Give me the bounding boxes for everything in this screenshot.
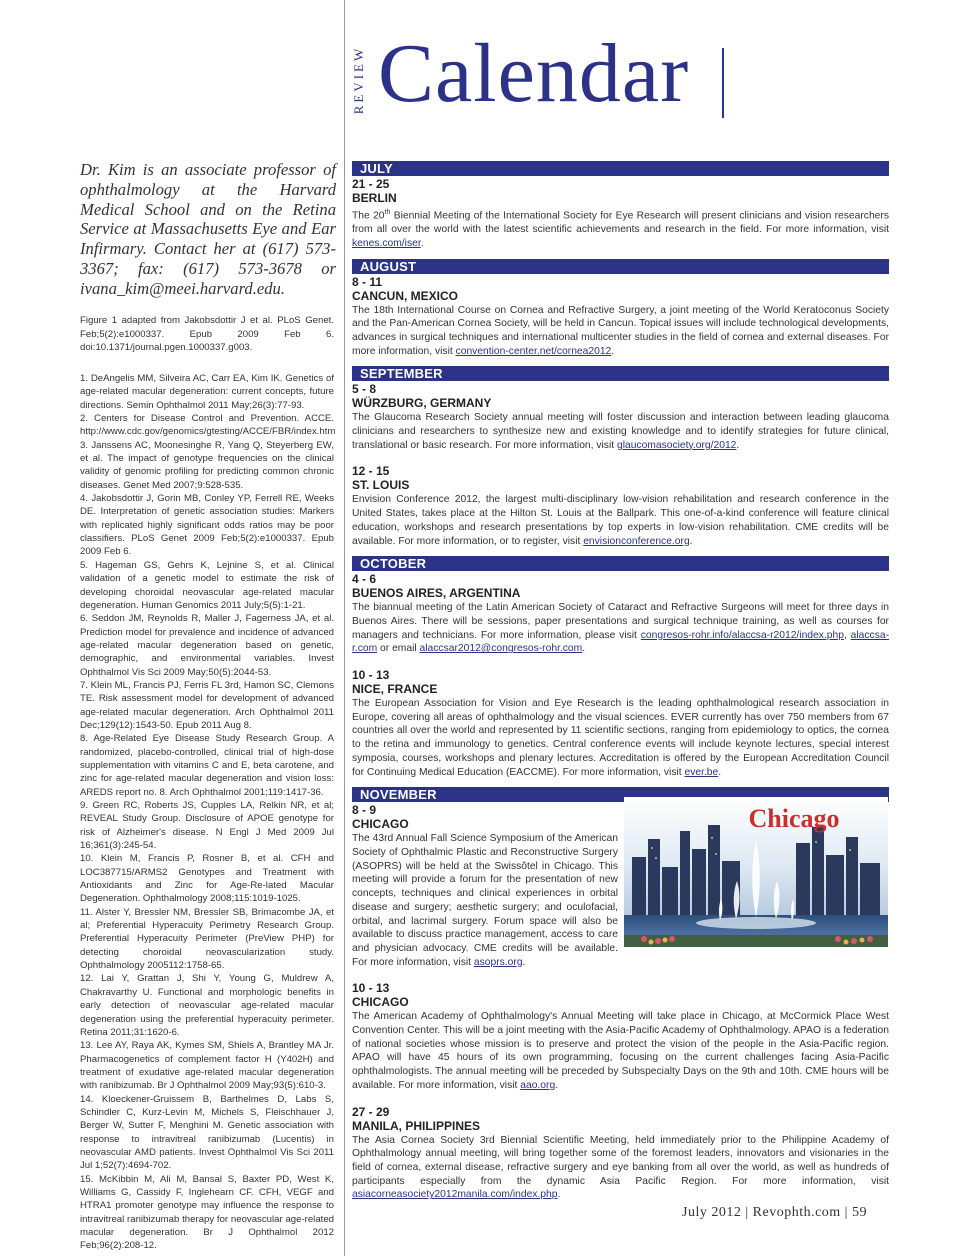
month-header-october: OCTOBER [352,556,889,571]
reference-item: 3. Janssens AC, Moonesinghe R, Yang Q, Steyerberg EW, et al. The impact of genotype frequencies on the clinical validity of genomic profiling for predicting common chronic diseases. Genet Med 2007;9:528-535. [80,439,334,491]
event-description: The biannual meeting of the Latin American Society of Cataract and Refractive Surgeons will meet for three days in Buenos Aires. There will be sessions, paper presentations and surgical technique training, as well as courses for managers and technicians. For more information, please visit congresos-rohr.info/alaccsa-r2012/index.php, alaccsa-r.com or email alaccsar2012@congresos-rohr.com. [352,602,889,655]
month-header-july: JULY [352,161,889,176]
event-location: CHICAGO [352,995,409,1010]
event-location: ST. LOUIS [352,478,410,493]
event-description: The Asia Cornea Society 3rd Biennial Scientific Meeting, held immediately prior to the Philippine Academy of Ophthalmology annual meeting, will bring together some of the foremost leaders, innovators and visionaries in the field of cornea, external disease, refractive surgery and eye banking from all over the world, as well as hundreds of participants especially from the dynamic Asia Pacific Region. For more information, visit asiacorneasociety2012manila.com/index.php. [352,1134,889,1201]
figure-credit: Figure 1 adapted from Jakobsdottir J et al. PLoS Genet. Feb;5(2):e1000337. Epub 2009 Feb 6. doi:10.1371/journal.pgen.1000337.g003. [80,315,334,353]
event-location: MANILA, PHILIPPINES [352,1118,481,1133]
author-bio: Dr. Kim is an associate professor of ophthalmology at the Harvard Medical School and on the Retina Service at Massachusetts Eye and Ear Infirmary. Contact her at (617) 573-3367; fax: (617) 573-3678 or ivana_kim@meei.harvard.edu. [80,160,336,298]
reference-item: 4. Jakobsdottir J, Gorin MB, Conley YP, Ferrell RE, Weeks DE. Interpretation of genetic association studies: Markers with replicated highly significant odds ratios may be poor classifiers. PLoS Genet 2009 Feb;5(2):e1000337. Epub 2009 Feb 6. [80,493,334,558]
event-description: The European Association for Vision and Eye Research is the leading ophthalmological research association in Europe, covering all areas of ophthalmology and the visual sciences. EVER currently has over 750 members from 67 countries all over the world and represented by 11 scientific sections, ranging from epidemiology to optics, the cornea to the retina and immunology to genetics. Central conference events will include keynote lectures, special interest symposia, courses, workshops and plenary lectures. Accreditation is offered by the European Accreditation Council for Continuing Medical Education (EACCME). For more information, visit ever.be. [352,698,889,778]
event-location: NICE, FRANCE [352,682,438,697]
event-location: WÜRZBURG, GERMANY [352,396,492,411]
event-link[interactable]: kenes.com/iser [352,237,421,249]
event-berlin [352,177,889,251]
event-location: CHICAGO [352,817,409,832]
reference-item: 13. Lee AY, Raya AK, Kymes SM, Shiels A, Brantley MA Jr. Pharmacogenetics of complement factor H (Y402H) and treatment of exudative age-related macular degeneration with ranibizumab. Br J Ophthalmol 2009 May;93(5):610-3. [80,1040,334,1092]
event-description: The American Academy of Ophthalmology's Annual Meeting will take place in Chicago, at McCormick Place West Convention Center. This will be a joint meeting with the Asia-Pacific Academy of Ophthalmology. APAO is a federation of national societies whose mission is to preserve and protect the vision of the people in the Asia-Pacific region. APAO will have 45 hours of its own programming, focusing on the current challenges facing Asia-Pacific ophthalmologists. The annual meeting will be preceded by Subspecialty Days on the 9th and 10th. CME hours will be available. For more information, visit aao.org. [352,1011,889,1091]
month-header-november: NOVEMBER [352,787,889,802]
event-description: The 20th Biennial Meeting of the International Society for Eye Research will present clinicians and vision researchers from all over the world with the latest scientific achievements and research in the field. For more information, visit kenes.com/iser. [352,209,889,249]
reference-item: 12. Lai Y, Grattan J, Shi Y, Young G, Muldrew A, Chakravarthy U. Functional and morphologic benefits in early detection of neovascular age-related macular degeneration using the preferential hyperacuity perimeter. Retina 2011;31:1620-6. [80,973,334,1038]
event-description: The 18th International Course on Cornea and Refractive Surgery, a joint meeting of the World Keratoconus Society and the Pan-American Cornea Society, will be held in Cancun. Topical issues will include technological developments, advances in surgical techniques and international multicenter studies in the field of cornea and external diseases. For more information, visit convention-center.net/cornea2012. [352,304,889,357]
event-date: 21 - 25 [352,177,390,191]
reference-item: 14. Kloeckener-Gruissem B, Barthelmes D, Labs S, Schindler C, Kurz-Levin M, Michels S, Fleischhauer J, Berger W, Sutter F, Menghini M. Genetic association with response to intravitreal ranibizumab (Lucentis) in neovascular AMD patients. Invest Ophthalmol Vis Sci 2011 Jul 1;52(7):4694-702. [80,1093,334,1172]
event-location: BERLIN [352,191,397,205]
event-wurzburg [352,382,889,452]
event-link[interactable]: asiacorneasociety2012manila.com/index.php [352,1189,558,1201]
event-date: 5 - 8 [352,382,377,397]
event-date: 8 - 11 [352,274,383,289]
page-title: Calendar [378,27,690,120]
event-date: 10 - 13 [352,981,390,996]
title-rule [722,48,724,118]
event-description: The Glaucoma Research Society annual meeting will foster discussion and interaction between leading glaucoma clinicians and researchers to synthesize new and existing knowledge and to identify strategies for future clinical, translational or basic research. For more information, visit glaucomasociety.org/2012. [352,412,889,451]
reference-item: 1. DeAngelis MM, Silveira AC, Carr EA, Kim IK. Genetics of age-related macular degeneration: current concepts, future directions. Semin Ophthalmol 2011 May;26(3):77-93. [80,373,334,411]
reference-item: 8. Age-Related Eye Disease Study Research Group. A randomized, placebo-controlled, clinical trial of high-dose supplementation with vitamins C and E, beta carotene, and zinc for age-related macular degeneration and vision loss: AREDS report no. 8. Arch Ophthalmol 2001;119:1417-36. [80,733,334,798]
event-email-link[interactable]: alaccsar2012@congresos-rohr.com [419,643,583,655]
chicago-photo [624,797,888,947]
month-header-september: SEPTEMBER [352,366,889,381]
photo-caption: Chicago [748,804,840,834]
event-chicago-aao [352,981,889,1092]
reference-item: 10. Klein M, Francis P, Rosner B, et al. CFH and LOC387715/ARMS2 Genotypes and Treatment with Antioxidants and Zinc for Age-Re-lated Macular Degeneration. Ophthalmology 2008;115:1019-1025. [80,853,334,905]
event-link[interactable]: alaccsa-r.com [352,629,889,655]
event-link[interactable]: ever.be [684,766,719,778]
reference-item: 7. Klein ML, Francis PJ, Ferris FL 3rd, Hamon SC, Clemons TE. Risk assessment model for development of advanced age-related macular degeneration. Arch Ophthalmol 2011 Dec;129(12):1543-50. Epub 2011 Aug 8. [80,679,334,731]
reference-item: 11. Alster Y, Bressler NM, Bressler SB, Brimacombe JA, et al; Preferential Hyperacuity Perimetry Research Group. Preferential Hyperacuity Perimeter (PreView PHP) for detecting choroidal neovascularization study. Ophthalmology 2005112:1758-65. [80,906,334,972]
event-date: 10 - 13 [352,668,390,683]
event-chicago-asoprs [352,803,889,969]
event-link[interactable]: envisionconference.org [583,535,690,547]
column-divider [344,0,345,1256]
event-location: BUENOS AIRES, ARGENTINA [352,586,521,601]
calendar-listings [352,161,889,1206]
reference-item: 6. Seddon JM, Reynolds R, Maller J, Fagerness JA, et al. Prediction model for prevalence and incidence of advanced age-related macular degeneration based on genetic, demographic, and environmental variables. Invest Ophthalmol Vis Sci 2009 May;50(5):2044-53. [80,613,334,678]
reference-item: 5. Hageman GS, Gehrs K, Lejnine S, et al. Clinical validation of a genetic model to estimate the risk of developing choroidal neovascular age-related macular degeneration. Human Genomics 2011 July;5(5):1-21. [80,559,334,611]
event-nice [352,668,889,779]
event-manila [352,1105,889,1203]
event-date: 12 - 15 [352,464,390,479]
event-description: Envision Conference 2012, the largest multi-disciplinary low-vision rehabilitation and research conference in the United States, takes place at the Hilton St. Louis at the Ballpark. This one-of-a-kind conference will feature clinical education, workshops and research presentations by top experts in low-vision rehabilitation. CME credits will be available. For more information, or to register, visit envisionconference.org. [352,494,889,547]
event-description: The 43rd Annual Fall Science Symposium of the American Society of Ophthalmic Plastic and Reconstructive Surgery (ASOPRS) will be held at the Swissôtel in Chicago. This meeting will provide a forum for the presentation of new concepts, techniques and clinical experiences in orbital disease and surgery; aesthetic surgery; and oculofacial, orbital, and lacrimal surgery. Forum space will also be available to discuss practice management, access to care and physician advocacy. CME credits will be available. For more information, visit asoprs.org. [352,833,618,968]
event-stlouis [352,464,889,548]
event-link[interactable]: convention-center.net/cornea2012 [455,345,612,357]
reference-item: 2. Centers for Disease Control and Prevention. ACCE. http://www.cdc.gov/genomics/gtesting/ACCE/FBR/index.htm [80,413,336,438]
event-date: 8 - 9 [352,803,377,818]
event-link[interactable]: asoprs.org [473,956,523,968]
event-link[interactable]: glaucomasociety.org/2012 [616,439,737,451]
reference-item: 15. McKibbin M, Ali M, Bansal S, Baxter PD, West K, Williams G, Cassidy F, Inglehearn CF. CFH, VEGF and HTRA1 promoter genotype may influence the response to intravitreal ranibizumab therapy for neovascular age-related macular degeneration. Br J Ophthalmol 2012 Feb;96(2):208-12. [80,1173,334,1252]
month-header-august: AUGUST [352,259,889,274]
event-link[interactable]: aao.org [520,1079,556,1091]
event-date: 4 - 6 [352,572,377,587]
section-label: REVIEW [351,45,366,115]
page-footer: July 2012 | Revophth.com | 59 [682,1205,867,1220]
event-link[interactable]: congresos-rohr.info/alaccsa-r2012/index.php [640,629,844,641]
event-date: 27 - 29 [352,1104,390,1119]
event-cancun [352,275,889,359]
reference-item: 9. Green RC, Roberts JS, Cupples LA, Relkin NR, et al; REVEAL Study Group. Disclosure of APOE genotype for risk of Alzheimer's disease. N Engl J Med 2009 Jul 16;361(3):245-54. [80,800,334,852]
event-location: CANCUN, MEXICO [352,288,459,303]
event-buenos-aires [352,572,889,656]
references-list [80,372,334,1253]
